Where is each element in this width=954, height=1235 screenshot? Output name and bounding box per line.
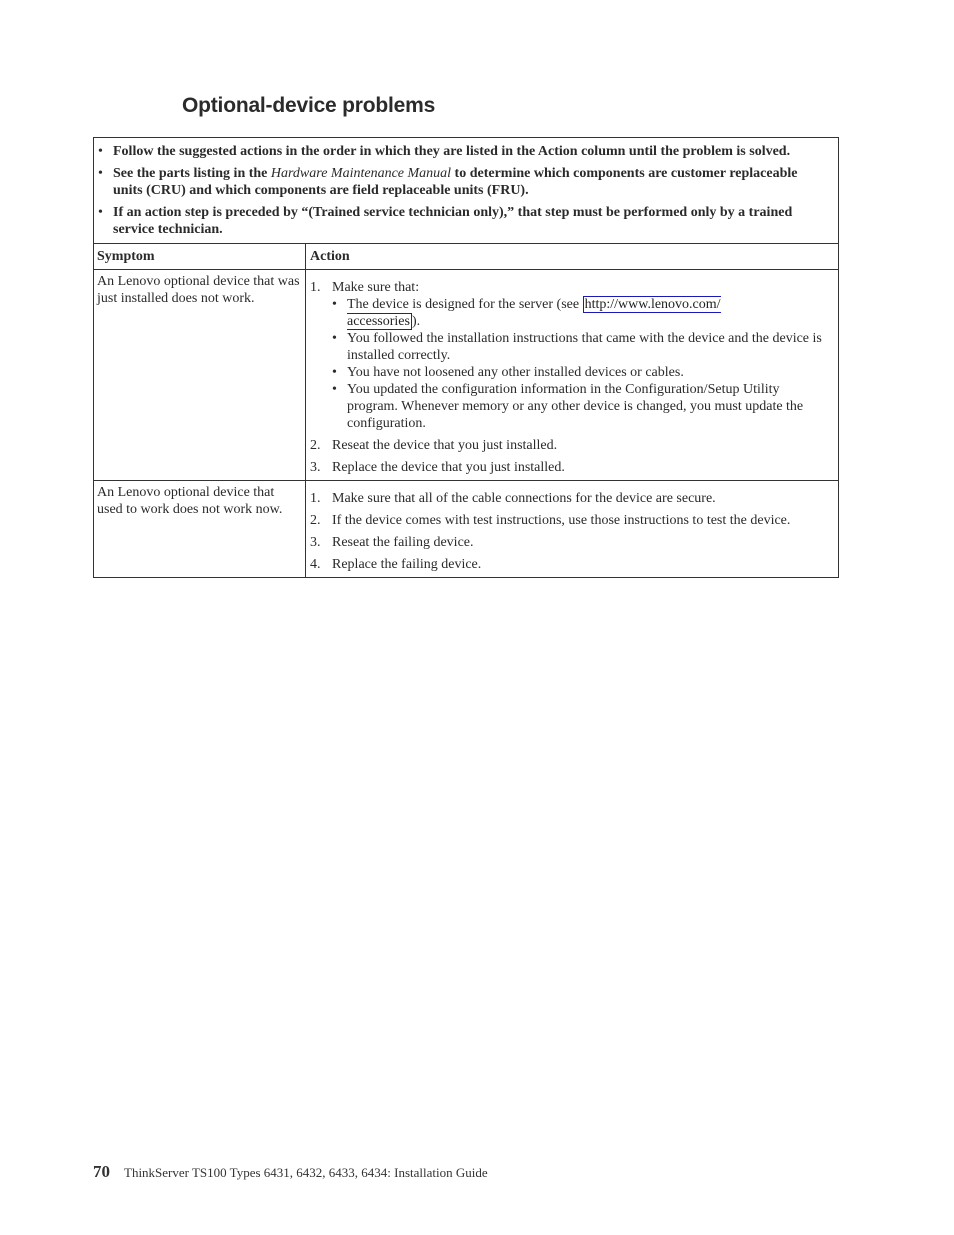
page-footer [93,1162,488,1182]
notes-box [94,138,838,244]
symptom-cell: An Lenovo optional device that used to work does not work now. [94,481,306,577]
accessories-link[interactable]: http://www.lenovo.com/ accessories [347,297,721,329]
sub-step: • The device is designed for the server (see http://www.lenovo.com/ accessories ). [332,297,721,329]
page-title: Optional-device problems [182,94,436,117]
action-step: 2. If the device comes with test instructions, use those instructions to test the device. [310,513,791,528]
sub-step: • You followed the installation instructions that came with the device and the device is installed correctly. [332,331,822,363]
footer-text: ThinkServer TS100 Types 6431, 6432, 6433, 6434: Installation Guide [124,1165,488,1180]
action-step: 3. Reseat the failing device. [310,535,474,550]
action-step: 4. Replace the failing device. [310,557,482,572]
note-item: • See the parts listing in the Hardware Maintenance Manual to determine which components are customer replaceable units (CRU) and which components are field replaceable units (FRU). [98,166,798,198]
sub-step: • You updated the configuration information in the Configuration/Setup Utility program. Whenever memory or any other device is changed, you must update the configuration. [332,382,804,431]
note-item: • If an action step is preceded by “(Trained service technician only),” that step must be performed only by a trained service technician. [98,205,793,237]
action-step: 2. Reseat the device that you just installed. [310,438,558,453]
action-step: 1. Make sure that all of the cable connections for the device are secure. [310,491,716,506]
action-step: 1. Make sure that: • The device is designed for the server (see http://www.lenovo.com/ accessories ). • You followed the installation instructions that came with the device and the device is installed correctly. • You have not loosened any other installed devices or cables. • You updated the configuration information in the Configuration/Setup Utility program. Whenever memory or any other device is changed, you must update the configuration. [310,279,828,432]
table-row [94,481,838,577]
table-header-row [94,244,838,270]
manual-title: Hardware Maintenance Manual [270,166,452,181]
action-step: 3. Replace the device that you just installed. [310,460,565,475]
action-cell [306,481,838,577]
symptom-header: Symptom [94,244,306,269]
page-number: 70 [93,1162,110,1181]
action-header: Action [310,249,350,264]
action-cell [306,270,838,480]
symptom-cell: An Lenovo optional device that was just installed does not work. [94,270,306,480]
problem-table [93,137,839,578]
note-item: • Follow the suggested actions in the order in which they are listed in the Action column until the problem is solved. [98,144,791,159]
table-row [94,270,838,481]
sub-step: • You have not loosened any other installed devices or cables. [332,365,684,380]
